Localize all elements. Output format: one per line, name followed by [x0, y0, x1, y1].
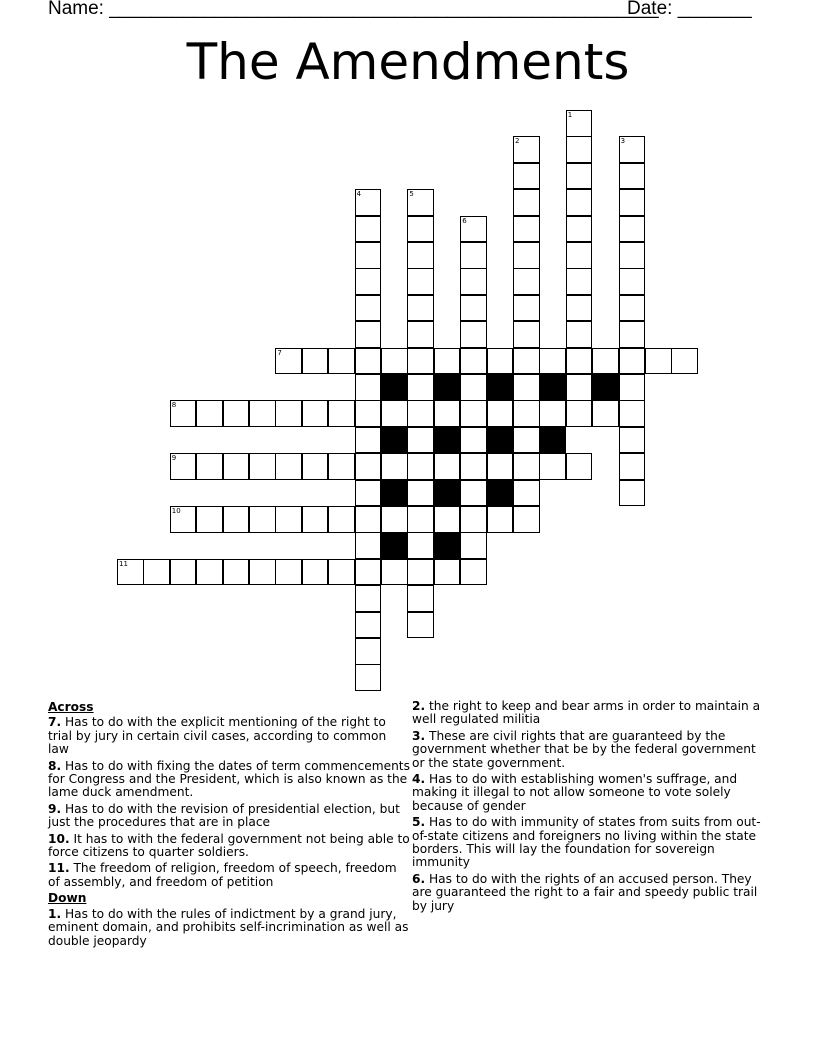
crossword-cell[interactable]	[407, 189, 434, 216]
crossword-cell[interactable]	[407, 400, 434, 427]
crossword-cell[interactable]	[566, 136, 593, 163]
crossword-black-cell	[381, 480, 408, 507]
crossword-black-cell	[434, 427, 461, 454]
crossword-cell[interactable]	[170, 453, 197, 480]
clue-number: 8.	[48, 758, 62, 773]
crossword-cell[interactable]	[302, 348, 329, 375]
clue-down-4	[412, 773, 772, 813]
crossword-cell[interactable]	[355, 664, 382, 691]
crossword-cell[interactable]	[487, 453, 514, 480]
crossword-cell[interactable]	[592, 400, 619, 427]
crossword-cell[interactable]	[407, 268, 434, 295]
crossword-black-cell	[487, 374, 514, 401]
crossword-cell[interactable]	[434, 400, 461, 427]
clue-across-7	[48, 716, 410, 756]
crossword-cell[interactable]	[407, 242, 434, 269]
crossword-cell[interactable]	[275, 400, 302, 427]
clue-text: Has to do with the rules of indictment by a grand jury, eminent domain, and prohibits self-incrimination as well as double jeopardy	[48, 906, 409, 948]
clue-number-label: 1	[567, 111, 573, 119]
clue-number: 6.	[412, 871, 426, 886]
crossword-cell[interactable]	[223, 506, 250, 533]
clue-text: Has to do with immunity of states from suits from out-of-state citizens and foreigners no living within the state borders. This will lay the foundation for sovereign immunity	[412, 815, 761, 870]
crossword-cell[interactable]	[407, 374, 434, 401]
across-heading: Across	[48, 700, 94, 714]
crossword-cell[interactable]	[328, 348, 355, 375]
crossword-cell[interactable]	[117, 559, 144, 586]
crossword-cell[interactable]	[513, 374, 540, 401]
crossword-cell[interactable]	[355, 585, 382, 612]
crossword-cell[interactable]	[619, 189, 646, 216]
crossword-cell[interactable]	[460, 480, 487, 507]
crossword-cell[interactable]	[619, 427, 646, 454]
crossword-cell[interactable]	[460, 427, 487, 454]
crossword-cell[interactable]	[619, 400, 646, 427]
crossword-cell[interactable]	[566, 163, 593, 190]
crossword-cell[interactable]	[249, 506, 276, 533]
crossword-cell[interactable]	[513, 321, 540, 348]
crossword-cell[interactable]	[381, 559, 408, 586]
crossword-cell[interactable]	[619, 242, 646, 269]
crossword-cell[interactable]	[513, 295, 540, 322]
crossword-cell[interactable]	[460, 559, 487, 586]
crossword-cell[interactable]	[355, 427, 382, 454]
crossword-cell[interactable]	[143, 559, 170, 586]
crossword-cell[interactable]	[407, 216, 434, 243]
crossword-cell[interactable]	[434, 506, 461, 533]
crossword-cell[interactable]	[381, 506, 408, 533]
crossword-cell[interactable]	[355, 374, 382, 401]
crossword-cell[interactable]	[671, 348, 698, 375]
crossword-cell[interactable]	[355, 295, 382, 322]
crossword-cell[interactable]	[355, 559, 382, 586]
crossword-cell[interactable]	[566, 400, 593, 427]
crossword-cell[interactable]	[302, 453, 329, 480]
clue-down-2	[412, 700, 772, 727]
crossword-cell[interactable]	[513, 268, 540, 295]
clue-number: 1.	[48, 906, 62, 921]
crossword-cell[interactable]	[539, 400, 566, 427]
crossword-cell[interactable]	[566, 216, 593, 243]
crossword-cell[interactable]	[328, 400, 355, 427]
crossword-cell[interactable]	[513, 242, 540, 269]
clue-number: 3.	[412, 728, 426, 743]
crossword-cell[interactable]	[355, 506, 382, 533]
crossword-black-cell	[592, 374, 619, 401]
crossword-cell[interactable]	[460, 242, 487, 269]
clue-number: 10.	[48, 831, 70, 846]
clue-number-label: 7	[277, 348, 282, 357]
page-title: The Amendments	[186, 33, 630, 91]
crossword-cell[interactable]	[407, 559, 434, 586]
crossword-cell[interactable]	[223, 453, 250, 480]
crossword-cell[interactable]	[302, 400, 329, 427]
crossword-cell[interactable]	[460, 295, 487, 322]
crossword-cell[interactable]	[355, 348, 382, 375]
crossword-cell[interactable]	[566, 189, 593, 216]
clue-number: 4.	[412, 772, 426, 787]
clues-left-column	[48, 700, 410, 951]
clue-number: 2.	[412, 699, 426, 713]
crossword-cell[interactable]	[460, 453, 487, 480]
crossword-cell[interactable]	[619, 374, 646, 401]
clue-across-8	[48, 760, 410, 800]
crossword-cell[interactable]	[355, 612, 382, 639]
clue-text: These are civil rights that are guaranteed by the government whether that be by the federal government or the state government.	[412, 728, 756, 770]
crossword-cell[interactable]	[513, 453, 540, 480]
crossword-black-cell	[434, 374, 461, 401]
crossword-cell[interactable]	[355, 268, 382, 295]
clue-number: 7.	[48, 715, 62, 730]
clue-text: Has to do with fixing the dates of term commencements for Congress and the President, which is also known as the lame duck amendment.	[48, 758, 410, 800]
crossword-cell[interactable]	[460, 216, 487, 243]
crossword-cell[interactable]	[566, 453, 593, 480]
crossword-black-cell	[539, 427, 566, 454]
crossword-cell[interactable]	[407, 480, 434, 507]
crossword-cell[interactable]	[196, 506, 223, 533]
crossword-cell[interactable]	[513, 348, 540, 375]
clue-number-label: 10	[171, 507, 181, 515]
crossword-cell[interactable]	[513, 189, 540, 216]
crossword-cell[interactable]	[407, 295, 434, 322]
crossword-cell[interactable]	[619, 321, 646, 348]
crossword-cell[interactable]	[566, 242, 593, 269]
clue-number-label: 2	[515, 137, 520, 146]
crossword-cell[interactable]	[460, 506, 487, 533]
crossword-cell[interactable]	[619, 163, 646, 190]
crossword-cell[interactable]	[275, 506, 302, 533]
clue-across-11	[48, 862, 410, 889]
crossword-cell[interactable]	[381, 348, 408, 375]
crossword-cell[interactable]	[407, 612, 434, 639]
crossword-cell[interactable]	[619, 136, 646, 163]
crossword-cell[interactable]	[513, 216, 540, 243]
clue-number-label: 3	[620, 137, 626, 146]
crossword-cell[interactable]	[407, 427, 434, 454]
crossword-cell[interactable]	[592, 348, 619, 375]
crossword-cell[interactable]	[223, 559, 250, 586]
clues-right-column	[412, 700, 772, 916]
crossword-black-cell	[381, 427, 408, 454]
clue-number-label: 6	[462, 216, 467, 225]
crossword-cell[interactable]	[275, 453, 302, 480]
crossword-cell[interactable]	[619, 295, 646, 322]
crossword-cell[interactable]	[275, 559, 302, 586]
crossword-cell[interactable]	[619, 216, 646, 243]
crossword-cell[interactable]	[381, 453, 408, 480]
crossword-cell[interactable]	[302, 559, 329, 586]
crossword-cell[interactable]	[328, 506, 355, 533]
crossword-cell[interactable]	[434, 559, 461, 586]
crossword-cell[interactable]	[328, 453, 355, 480]
crossword-cell[interactable]	[513, 163, 540, 190]
crossword-cell[interactable]	[513, 400, 540, 427]
crossword-cell[interactable]	[196, 559, 223, 586]
crossword-cell[interactable]	[513, 480, 540, 507]
clue-down-3	[412, 730, 772, 770]
crossword-cell[interactable]	[513, 427, 540, 454]
crossword-cell[interactable]	[302, 506, 329, 533]
crossword-cell[interactable]	[566, 268, 593, 295]
crossword-cell[interactable]	[566, 348, 593, 375]
crossword-cell[interactable]	[328, 559, 355, 586]
crossword-cell[interactable]	[407, 453, 434, 480]
date-field[interactable]: Date: _______	[627, 0, 752, 19]
crossword-cell[interactable]	[460, 268, 487, 295]
crossword-cell[interactable]	[460, 348, 487, 375]
clue-down-1	[48, 908, 410, 948]
crossword-black-cell	[539, 374, 566, 401]
crossword-cell[interactable]	[275, 348, 302, 375]
crossword-cell[interactable]	[566, 110, 593, 137]
crossword-cell[interactable]	[619, 480, 646, 507]
crossword-cell[interactable]	[513, 506, 540, 533]
clue-text: the right to keep and bear arms in order to maintain a well regulated militia	[412, 699, 761, 727]
crossword-black-cell	[434, 532, 461, 559]
crossword-cell[interactable]	[460, 321, 487, 348]
crossword-cell[interactable]	[566, 295, 593, 322]
crossword-cell[interactable]	[355, 638, 382, 665]
crossword-cell[interactable]	[539, 453, 566, 480]
clue-text: It has to with the federal government not being able to force citizens to quarter soldiers.	[48, 831, 410, 860]
crossword-cell[interactable]	[645, 348, 672, 375]
crossword-cell[interactable]	[434, 348, 461, 375]
crossword-black-cell	[381, 374, 408, 401]
crossword-cell[interactable]	[460, 374, 487, 401]
crossword-cell[interactable]	[355, 532, 382, 559]
clue-text: The freedom of religion, freedom of speech, freedom of assembly, and freedom of petition	[48, 861, 397, 889]
clue-number: 9.	[48, 801, 62, 816]
down-heading: Down	[48, 891, 87, 906]
clue-number-label: 4	[356, 190, 362, 199]
clue-number: 11.	[48, 861, 70, 876]
crossword-cell[interactable]	[513, 136, 540, 163]
crossword-black-cell	[487, 480, 514, 507]
crossword-cell[interactable]	[434, 453, 461, 480]
crossword-cell[interactable]	[619, 348, 646, 375]
crossword-cell[interactable]	[249, 559, 276, 586]
crossword-cell[interactable]	[355, 400, 382, 427]
crossword-cell[interactable]	[460, 400, 487, 427]
crossword-cell[interactable]	[355, 453, 382, 480]
crossword-cell[interactable]	[460, 532, 487, 559]
name-field[interactable]: Name: ____________________________________________________	[48, 0, 659, 19]
crossword-cell[interactable]	[619, 268, 646, 295]
clue-number-label: 11	[119, 559, 128, 568]
crossword-cell[interactable]	[170, 559, 197, 586]
clue-text: Has to do with establishing women's suffrage, and making it illegal to not allow someone to vote solely because of gender	[412, 772, 738, 813]
crossword-cell[interactable]	[196, 453, 223, 480]
clue-across-10	[48, 833, 410, 860]
crossword-cell[interactable]	[196, 400, 223, 427]
crossword-black-cell	[487, 427, 514, 454]
crossword-cell[interactable]	[249, 453, 276, 480]
clue-number: 5.	[412, 815, 426, 830]
crossword-cell[interactable]	[407, 506, 434, 533]
crossword-black-cell	[434, 480, 461, 507]
crossword-cell[interactable]	[487, 400, 514, 427]
clue-down-5	[412, 816, 772, 870]
clue-number-label: 9	[171, 454, 177, 463]
crossword-cell[interactable]	[407, 532, 434, 559]
crossword-cell[interactable]	[355, 480, 382, 507]
clue-down-6	[412, 873, 772, 913]
clue-number-label: 5	[409, 190, 414, 199]
crossword-cell[interactable]	[487, 348, 514, 375]
crossword-cell[interactable]	[407, 348, 434, 375]
crossword-cell[interactable]	[170, 506, 197, 533]
crossword-cell[interactable]	[487, 506, 514, 533]
crossword-cell[interactable]	[619, 453, 646, 480]
crossword-cell[interactable]	[170, 400, 197, 427]
crossword-cell[interactable]	[355, 189, 382, 216]
crossword-cell[interactable]	[223, 400, 250, 427]
crossword-cell[interactable]	[355, 216, 382, 243]
clue-text: Has to do with the explicit mentioning of the right to trial by jury in certain civil cases, according to common law	[48, 715, 387, 757]
clue-number-label: 8	[171, 401, 177, 410]
clue-text: Has to do with the rights of an accused person. They are guaranteed the right to a fair and speedy public trail by jury	[412, 871, 758, 913]
crossword-cell[interactable]	[566, 321, 593, 348]
crossword-cell[interactable]	[249, 400, 276, 427]
crossword-cell[interactable]	[407, 321, 434, 348]
crossword-cell[interactable]	[539, 348, 566, 375]
clue-across-9	[48, 803, 410, 830]
crossword-cell[interactable]	[355, 242, 382, 269]
clue-text: Has to do with the revision of presidential election, but just the procedures that are in place	[48, 801, 400, 830]
crossword-black-cell	[381, 532, 408, 559]
crossword-cell[interactable]	[355, 321, 382, 348]
crossword-cell[interactable]	[566, 374, 593, 401]
crossword-cell[interactable]	[381, 400, 408, 427]
crossword-cell[interactable]	[407, 585, 434, 612]
